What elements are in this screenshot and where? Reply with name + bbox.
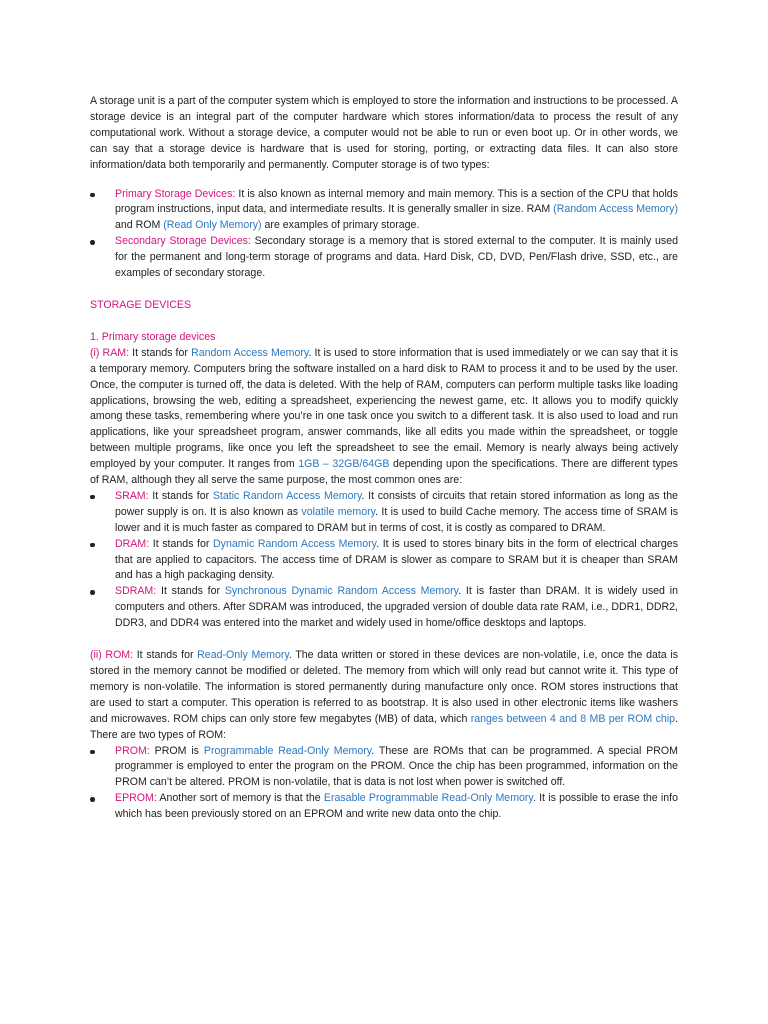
rom-range-text: ranges between 4 and 8 MB per ROM chip [470, 712, 676, 725]
list-item-sram [90, 489, 678, 537]
list-item-sdram [90, 584, 678, 632]
sdram-fullform-text: Synchronous Dynamic Random Access Memory [224, 585, 459, 598]
rom-fullform-text: Read-Only Memory [197, 649, 289, 662]
list-item-dram [90, 537, 678, 585]
dram-label: DRAM: [115, 537, 150, 550]
text-span: Another sort of memory is that the [156, 792, 324, 805]
text-span: PROM is [149, 744, 204, 757]
ram-paragraph [90, 346, 678, 489]
rom-types-list [90, 744, 678, 824]
list-item-secondary-storage [90, 234, 678, 282]
text-span: It is also known as internal memory and main memory. This is a section of the CPU that holds program instructions, input data, and intermediate results. It is generally smaller in size. RAM [115, 187, 678, 216]
sdram-label: SDRAM: [115, 585, 157, 598]
list-item-primary-storage [90, 187, 678, 235]
text-span: . It is used to store information that is used immediately or we can say that it is a temporary memory. Computers bring the software installed on a hard disk to RAM to process it and to be used by the user. Once, the computer is turned off, the data is deleted. With the help of RAM, computers can perform multiple tasks like loading applications, browsing the web, editing a spreadsheet, experiencing the newest game, etc. It allows you to modify quickly among these tasks, remembering where you’re in one task once you switch to a different task. It is also used to load and run applications, like your spreadsheet program, answer commands, like all edits you made within the spreadsheet, or toggle between multiple programs, like once you left the spreadsheet to see the email. Memory is nearly always being actively employed by your computer. It ranges from [90, 346, 678, 471]
volatile-memory-text: volatile memory [301, 505, 376, 518]
section-heading: STORAGE DEVICES [90, 298, 192, 311]
ram-link-text: (Random Access Memory) [553, 203, 678, 216]
prom-label: PROM: [115, 744, 150, 757]
ram-fullform-text: Random Access Memory [191, 346, 309, 359]
text-span: Secondary storage is a memory that is stored external to the computer. It is mainly used for the permanent and long-term storage of programs and data. Hard Disk, CD, DVD, Pen/Flash drive, SSD, etc., are examples of secondary storage. [115, 235, 678, 280]
ram-label: (i) RAM: [90, 346, 130, 359]
text-span: . There are two types of ROM: [90, 712, 678, 741]
text-span: and ROM [115, 219, 164, 232]
eprom-label: EPROM: [115, 792, 157, 805]
list-item-prom [90, 744, 678, 792]
rom-paragraph [90, 648, 678, 743]
text-span: . It is used to stores binary bits in the form of electrical charges that are applied to capacitors. The access time of DRAM is slower as compare to SRAM but it is cheaper than SRAM and has a high packaging density. [115, 537, 678, 582]
intro-paragraph: A storage unit is a part of the computer system which is employed to store the information and instructions to be processed. A storage device is an integral part of the computer hardware which stores information/data to process the result of any computational work. Without a storage device, a computer would not be able to run or even boot up. Or in other words, we can say that a storage device is hardware that is used for storing, porting, or extracting data files. It can also store information/data both temporarily and permanently. Computer storage is of two types: [90, 95, 678, 171]
primary-storage-heading: 1. Primary storage devices [90, 330, 216, 343]
secondary-storage-label: Secondary Storage Devices: [115, 235, 251, 248]
rom-link-text: (Read Only Memory) [163, 219, 262, 232]
dram-fullform-text: Dynamic Random Access Memory [213, 537, 377, 550]
eprom-fullform-text: Erasable Programmable Read-Only Memory [323, 792, 533, 805]
rom-label: (ii) ROM: [90, 649, 134, 662]
primary-storage-label: Primary Storage Devices: [115, 187, 236, 200]
ram-types-list [90, 489, 678, 632]
text-span: . The data written or stored in these devices are non-volatile, i.e, once the data is stored in the memory cannot be modified or deleted. The memory from which will only read but cannot write it. This type of memory is non-volatile. The information is stored permanently during manufacture only once. ROM stores instructions that are used to start a computer. This operation is referred to as bootstrap. It is also used in other electronic items like washers and microwaves. ROM chips can only store few megabytes (MB) of data, which [90, 649, 678, 725]
text-span: . These are ROMs that can be programmed. A special PROM programmer is employed to enter the program on the PROM. Once the chip has been programmed, information on the PROM can’t be altered. PROM is non-volatile, that is data is not lost when power is switched off. [115, 744, 678, 789]
sram-fullform-text: Static Random Access Memory [212, 489, 362, 502]
text-span: It stands for [133, 649, 198, 662]
ram-range-text: 1GB – 32GB/64GB [298, 458, 390, 471]
text-span: depending upon the specifications. There are different types of RAM, although they all serve the same purpose, the most common ones are: [90, 458, 678, 487]
sram-label: SRAM: [115, 489, 149, 502]
list-item-eprom [90, 791, 678, 823]
text-span: . It is possible to erase the info which has been previously stored on an EPROM and write new data onto the chip. [115, 792, 678, 821]
prom-fullform-text: Programmable Read-Only Memory [203, 744, 372, 757]
text-span: . It is used to build Cache memory. The access time of SRAM is lower and it is much faster as compared to DRAM but in terms of cost, it is costly as compared to DRAM. [115, 505, 679, 534]
text-span: It stands for [156, 585, 225, 598]
text-span: . It is faster than DRAM. It is widely used in computers and others. After SDRAM was introduced, the upgraded version of double data rate RAM, i.e., DDR1, DDR2, DDR3, and DDR4 was entered into the market and widely used in home/office desktops and laptops. [115, 585, 678, 630]
text-span: It stands for [149, 537, 214, 550]
text-span: . It consists of circuits that retain stored information as long as the power supply is on. It is also known as [115, 489, 678, 518]
text-span: are examples of primary storage. [261, 219, 420, 232]
text-span: It stands for [148, 489, 213, 502]
storage-types-list [90, 187, 678, 282]
text-span: It stands for [129, 346, 192, 359]
